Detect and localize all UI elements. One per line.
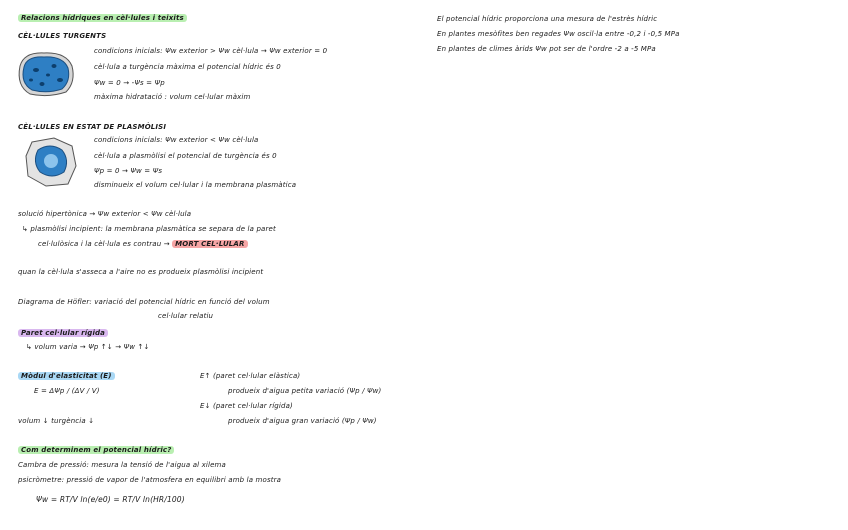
turgent-line-4: màxima hidratació : volum cel·lular màxim: [94, 93, 251, 101]
hypertonic-line-3: [38, 240, 248, 249]
hypertonic-line-3-text: cel·lulòsica i la cèl·lula es contrau →: [38, 240, 170, 248]
turgent-line-1: condicions inicials: Ψw exterior > Ψw cèl·lula → Ψw exterior = 0: [94, 47, 328, 55]
right-line-3: En plantes de climes àrids Ψw pot ser de l'ordre -2 a -5 MPa: [437, 45, 656, 53]
determine-heading: [18, 446, 174, 455]
right-line-2: En plantes mesòfites ben regades Ψw oscil·la entre -0,2 i -0,5 MPa: [437, 30, 680, 38]
rigid-wall-highlight: Paret cel·lular rígida: [18, 329, 108, 337]
determine-highlight: Com determinem el potencial hídric?: [18, 446, 174, 454]
hypertonic-line-2: ↳ plasmòlisi incipient: la membrana plasmàtica se separa de la paret: [22, 225, 276, 233]
elasticity-heading: [18, 372, 115, 381]
plasmolysis-cell-illustration: [24, 136, 78, 188]
determine-line-2: psicròmetre: pressió de vapor de l'atmosfera en equilibri amb la mostra: [18, 476, 282, 484]
elasticity-highlight: Mòdul d'elasticitat (E): [18, 372, 115, 380]
elasticity-right-3: E↓ (paret cel·lular rígida): [200, 402, 293, 410]
water-potential-formula: Ψw = RT/V ln(e/e0) = RT/V ln(HR/100): [36, 495, 185, 504]
rigid-wall-line: ↳ volum varia → Ψp ↑↓ → Ψw ↑↓: [26, 343, 150, 351]
rigid-wall-heading: [18, 329, 108, 338]
turgent-line-3: Ψw = 0 → -Ψs = Ψp: [94, 79, 165, 87]
page-title: [18, 14, 187, 23]
plasmolysis-line-2: cèl·lula a plasmòlisi el potencial de turgència és 0: [94, 152, 277, 160]
plasmolysis-line-4: disminueix el volum cel·lular i la membrana plasmàtica: [94, 181, 297, 189]
hofler-line-2: cel·lular relatiu: [158, 312, 214, 320]
elasticity-right-2: produeix d'aigua petita variació (Ψp / Ψw): [228, 387, 382, 395]
turgent-heading: CÈL·LULES TURGENTS: [18, 32, 107, 40]
wilting-line: quan la cèl·lula s'asseca a l'aire no es produeix plasmòlisi incipient: [18, 268, 264, 276]
elasticity-right-1: E↑ (paret cel·lular elàstica): [200, 372, 301, 380]
right-line-1: El potencial hídric proporciona una mesura de l'estrès hídric: [437, 15, 658, 23]
plasmolysis-line-3: Ψp = 0 → Ψw = Ψs: [94, 167, 163, 175]
cell-death-badge: MORT CEL·LULAR: [172, 240, 247, 248]
plasmolysis-line-1: condicions inicials: Ψw exterior < Ψw cèl·lula: [94, 136, 259, 144]
elasticity-right-4: produeix d'aigua gran variació (Ψp / Ψw): [228, 417, 377, 425]
determine-line-1: Cambra de pressió: mesura la tensió de l'aigua al xilema: [18, 461, 226, 469]
turgent-line-2: cèl·lula a turgència màxima el potencial hídric és 0: [94, 63, 281, 71]
hofler-line-1: Diagrama de Höfler: variació del potencial hídric en funció del volum: [18, 298, 270, 306]
hypertonic-line-1: solució hipertònica → Ψw exterior < Ψw cèl·lula: [18, 210, 192, 218]
elasticity-formula: E = ΔΨp / (ΔV / V): [34, 387, 100, 395]
title-highlight: Relacions hídriques en cèl·lules i teixits: [18, 14, 187, 22]
plasmolysis-heading: CÈL·LULES EN ESTAT DE PLASMÒLISI: [18, 123, 167, 131]
turgent-cell-illustration: [14, 48, 78, 100]
volume-turgor-line: volum ↓ turgència ↓: [18, 417, 95, 425]
